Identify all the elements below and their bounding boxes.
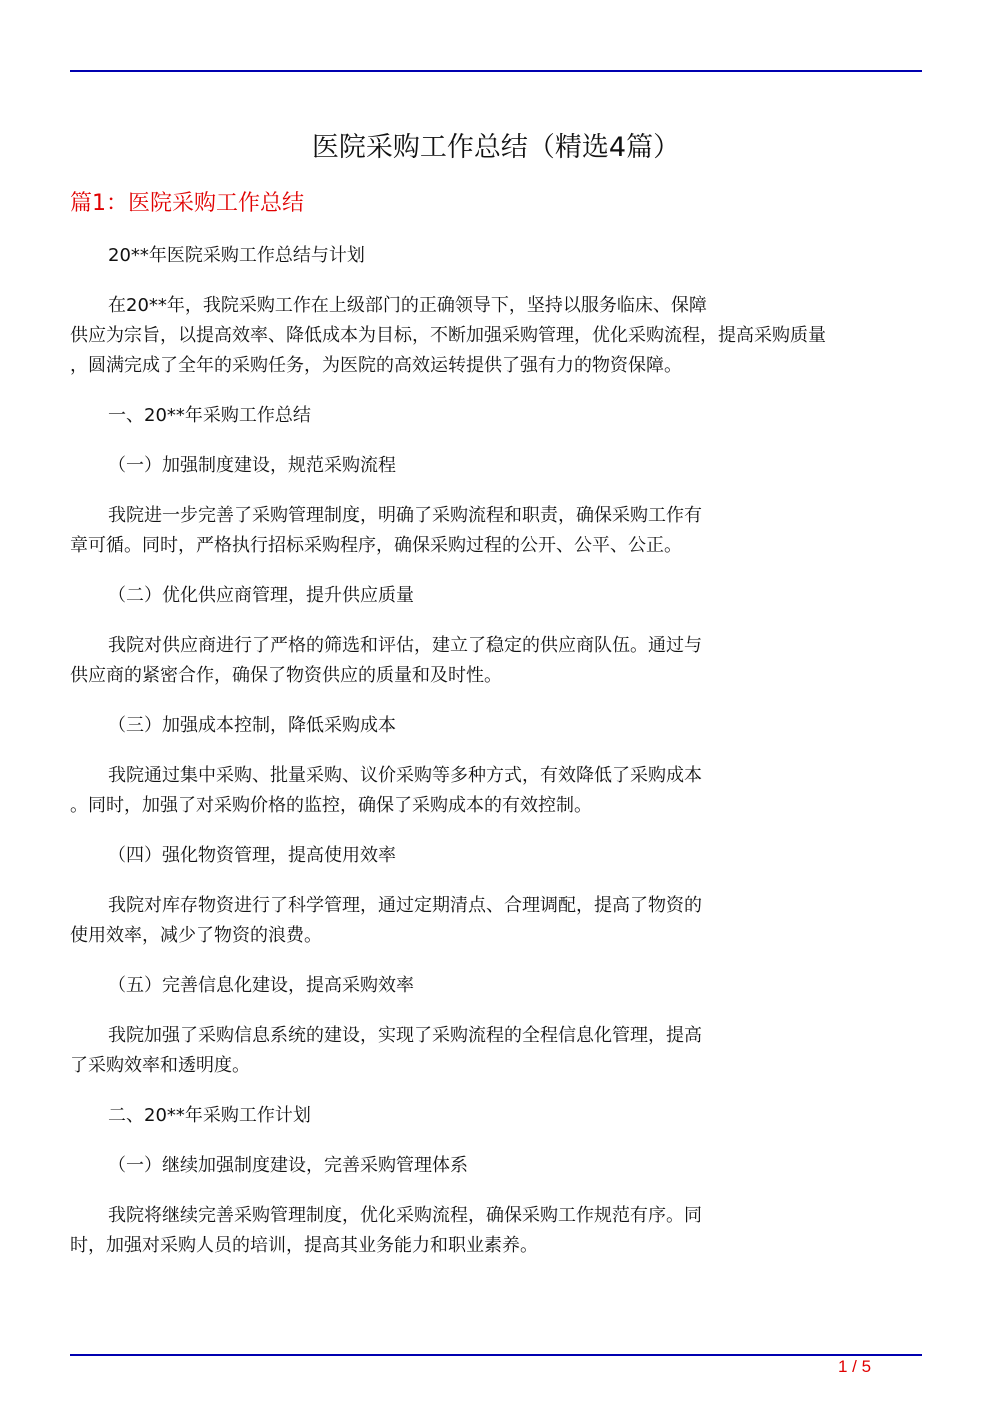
text-line: （三）加强成本控制，降低采购成本 [108, 715, 396, 736]
text-line: （二）优化供应商管理，提升供应质量 [108, 585, 414, 606]
text-line: 章可循。同时，严格执行招标采购程序，确保采购过程的公开、公平、公正。 [70, 535, 682, 556]
text-line: 供应为宗旨，以提高效率、降低成本为目标，不断加强采购管理，优化采购流程，提高采购质量 [70, 325, 826, 346]
text-line: 时，加强对采购人员的培训，提高其业务能力和职业素养。 [70, 1235, 538, 1256]
text-line: 我院加强了采购信息系统的建设，实现了采购流程的全程信息化管理，提高 [108, 1025, 702, 1046]
text-line: 。同时，加强了对采购价格的监控，确保了采购成本的有效控制。 [70, 795, 592, 816]
text-line: 一、20**年采购工作总结 [108, 405, 311, 426]
text-line: 我院对库存物资进行了科学管理，通过定期清点、合理调配，提高了物资的 [108, 895, 702, 916]
text-line: 供应商的紧密合作，确保了物资供应的质量和及时性。 [70, 665, 502, 686]
header-rule [70, 70, 922, 72]
text-line: （一）继续加强制度建设，完善采购管理体系 [108, 1155, 468, 1176]
footer-rule [70, 1354, 922, 1356]
text-line: 我院通过集中采购、批量采购、议价采购等多种方式，有效降低了采购成本 [108, 765, 702, 786]
page-number: 1 / 5 [838, 1357, 872, 1376]
text-line: 我院对供应商进行了严格的筛选和评估，建立了稳定的供应商队伍。通过与 [108, 635, 702, 656]
text-line: 使用效率，减少了物资的浪费。 [70, 925, 322, 946]
text-line: 20**年医院采购工作总结与计划 [108, 245, 365, 266]
text-line: 我院将继续完善采购管理制度，优化采购流程，确保采购工作规范有序。同 [108, 1205, 702, 1226]
section-heading: 篇1：医院采购工作总结 [70, 191, 304, 216]
text-line: 了采购效率和透明度。 [70, 1055, 250, 1076]
text-line: 二、20**年采购工作计划 [108, 1105, 311, 1126]
document-title: 医院采购工作总结（精选4篇） [311, 132, 681, 163]
text-line: 我院进一步完善了采购管理制度，明确了采购流程和职责，确保采购工作有 [108, 505, 702, 526]
text-line: （五）完善信息化建设，提高采购效率 [108, 975, 414, 996]
text-line: ，圆满完成了全年的采购任务，为医院的高效运转提供了强有力的物资保障。 [70, 355, 682, 376]
text-line: 在20**年，我院采购工作在上级部门的正确领导下，坚持以服务临床、保障 [108, 295, 707, 316]
text-line: （一）加强制度建设，规范采购流程 [108, 455, 396, 476]
text-line: （四）强化物资管理，提高使用效率 [108, 845, 396, 866]
